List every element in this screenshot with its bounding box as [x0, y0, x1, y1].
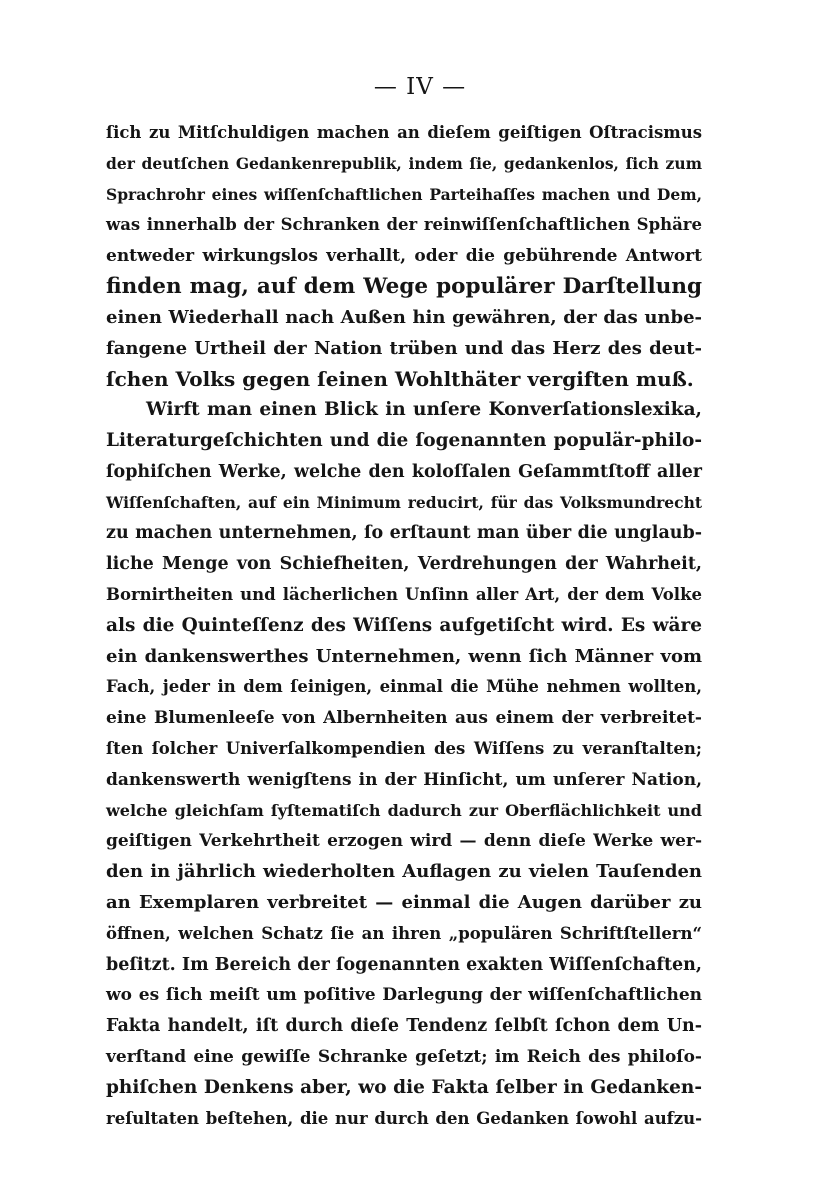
text-line: eine Blumenleeſe von Albernheiten aus einem der verbreitet- [106, 708, 702, 729]
text-line: ein dankenswerthes Unternehmen, wenn ſich Männer vom [106, 645, 702, 667]
text-line: beſitzt. Im Bereich der ſogenannten exakten Wiſſenſchaften, [106, 954, 702, 975]
page-number: — IV — [373, 74, 467, 100]
text-line: ſophiſchen Werke, welche den koloſſalen Geſammtſtoff aller [106, 461, 702, 482]
text-line: wo es ſich meiſt um poſitive Darlegung der wiſſenſchaftlichen [106, 985, 702, 1006]
text-line: Literaturgeſchichten und die ſogenannten populär-philo- [106, 429, 702, 451]
body-text [106, 118, 702, 1134]
text-line: reſultaten beſtehen, die nur durch den Gedanken ſowohl aufzu- [106, 1108, 702, 1128]
text-line: entweder wirkungslos verhallt, oder die gebührende Antwort [106, 246, 702, 267]
text-line: dankenswerth wenigſtens in der Hinſicht, um unſerer Nation, [106, 769, 702, 790]
text-line: als die Quinteſſenz des Wiſſens aufgetiſcht wird. Es wäre [106, 614, 702, 636]
text-line: Fach, jeder in dem ſeinigen, einmal die Mühe nehmen wollten, [106, 677, 702, 697]
paragraph [106, 395, 702, 1134]
text-line: an Exemplaren verbreitet — einmal die Augen darüber zu [106, 891, 702, 913]
text-line: welche gleichſam ſyſtematiſch dadurch zur Oberflächlichkeit und [106, 800, 702, 820]
text-line: fangene Urtheil der Nation trüben und das Herz des deut- [106, 337, 702, 359]
text-line: öffnen, welchen Schatz ſie an ihren „populären Schriftſtellern“ [106, 923, 702, 943]
text-line: verſtand eine gewiſſe Schranke geſetzt; im Reich des philoſo- [106, 1046, 702, 1067]
text-line: zu machen unternehmen, ſo erſtaunt man über die unglaub- [106, 523, 702, 544]
text-line: ſten ſolcher Univerſalkompendien des Wiſſens zu veranſtalten; [106, 738, 702, 758]
text-line: geiſtigen Verkehrtheit erzogen wird — denn dieſe Werke wer- [106, 831, 702, 852]
text-line: Wirft man einen Blick in unſere Konverſationslexika, [146, 399, 702, 421]
text-line: den in jährlich wiederholten Auflagen zu vielen Tauſenden [106, 861, 702, 883]
text-line: ſchen Volks gegen ſeinen Wohlthäter vergiften muß. [106, 367, 694, 392]
text-line: ſich zu Mitſchuldigen machen an dieſem geiſtigen Oſtracismus [106, 123, 702, 142]
paragraph [106, 118, 702, 395]
text-line: der deutſchen Gedankenrepublik, indem ſie, gedankenlos, ſich zum [106, 153, 702, 173]
text-line: phiſchen Denkens aber, wo die Fakta ſelber in Gedanken- [106, 1076, 702, 1098]
text-line: einen Wiederhall nach Außen hin gewähren, der das unbe- [106, 306, 702, 328]
text-line: Sprachrohr eines wiſſenſchaftlichen Parteihaſſes machen und Dem, [106, 184, 702, 204]
text-line: Bornirtheiten und lächerlichen Unſinn aller Art, der dem Volke [106, 584, 702, 604]
text-line: Fakta handelt, iſt durch dieſe Tendenz ſelbſt ſchon dem Un- [106, 1016, 702, 1037]
text-line: Wiſſenſchaften, auf ein Minimum reducirt, für das Volksmundrecht [106, 492, 702, 512]
text-line: liche Menge von Schiefheiten, Verdrehungen der Wahrheit, [106, 554, 702, 575]
text-line: was innerhalb der Schranken der reinwiſſenſchaftlichen Sphäre [106, 215, 702, 235]
text-line: finden mag, auf dem Wege populärer Darſtellung [106, 273, 702, 299]
